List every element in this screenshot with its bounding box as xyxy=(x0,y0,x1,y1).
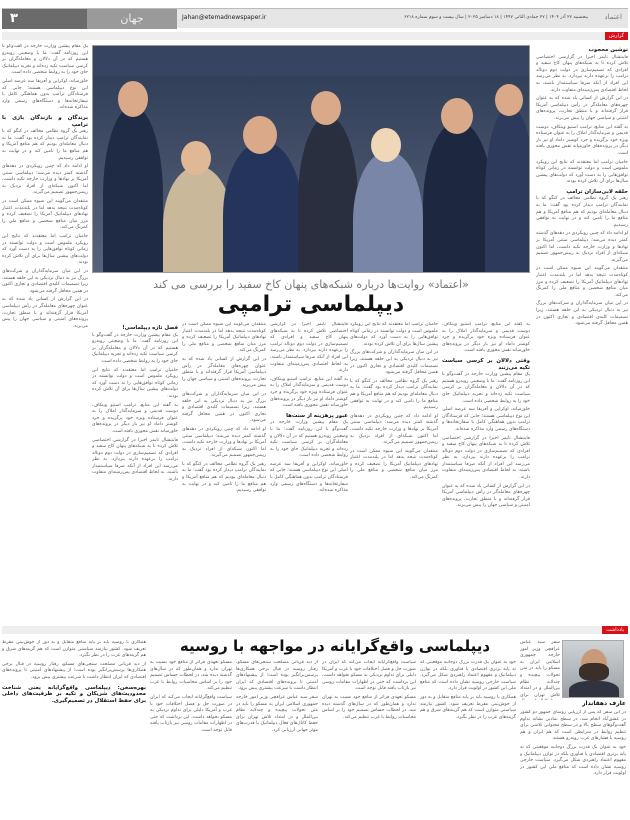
paragraph: در این میان سرمایه‌گذاران و شرکت‌های بزرگ نیز به دنبال نزدیکی به این حلقه هستند، زیرا تصمیمات کلیدی اقتصادی و تجاری اکنون در همین محافل گرفته می‌شود. xyxy=(2,269,88,294)
paragraph: به گفته این منابع، ترامپ استیو ویتکاف، دوست قدیمی و سرمایه‌گذار املاک را به عنوان فرستاده ویژه خود برگزیده و جرد کوشنر داماد او نیز بار دیگر در پرونده‌های خاورمیانه نقش محوری یافته است. xyxy=(270,376,348,409)
paragraph: منتقدان می‌گویند این شیوه ممکن است در کوتاه‌مدت نتیجه بدهد اما در بلندمدت اعتبار نهادهای دیپلماتیک آمریکا را تضعیف کرده و مرز میان منافع شخصی و منافع ملی را کمرنگ می‌کند. xyxy=(2,199,88,231)
paragraph: یک مقام پیشین وزارت خارجه در گفت‌وگو با این روزنامه گفت: ما با وضعیتی روبه‌رو هستیم که در آن دلالان و معامله‌گران بر کرسی سیاست تکیه زده‌اند و تجربه دیپلماتیک جای خود را به روابط شخصی داده است. xyxy=(2,44,88,76)
body-column xyxy=(182,322,266,620)
main-photo xyxy=(92,45,530,273)
paragraph: مسکو تعهدی فراتر از منافع خود نسبت به تهران ندارد و همان‌طور که در سال‌های گذشته دیده شد، در لحظات حساس تصمیم خود را بر اساس محاسبات روابط با غرب تنظیم می‌کند. xyxy=(150,660,232,692)
note-column xyxy=(150,660,232,818)
paragraph: منتقدان می‌گویند این شیوه ممکن است در کوتاه‌مدت نتیجه بدهد اما در بلندمدت اعتبار نهادهای دیپلماتیک آمریکا را تضعیف کرده و مرز میان منافع شخصی و منافع ملی را کمرنگ می‌کند. xyxy=(536,266,628,298)
body-column xyxy=(270,322,348,620)
paragraph: حامیان ترامپ اما معتقدند که نتایج این رویکرد ملموس است و دولت توانسته در زمانی کوتاه توافق‌هایی را به دست آورد که دولت‌های پیشین سال‌ها برای آن تلاش کرده بودند. xyxy=(92,367,178,399)
paragraph: در این سفر که پس از ارزیابی روسای جمهور دو کشور در عشق‌آباد انجام شد، در سطح نمادین نشانه تداوم گفت‌وگوهای سطح بالا و در سطح محتوایی تلاشی برای تنظیم روابط در شرایطی است که هم ایران و هم روسیه با فشارهای غرب روبه‌رو هستند. xyxy=(520,710,626,742)
page-header xyxy=(2,8,628,28)
paragraph: او ادامه داد که چنین رویکردی در دهه‌های گذشته کمتر دیده می‌شد؛ دیپلماسی سنتی آمریکا بر نهادها و وزارت خارجه تکیه داشت، اما اکنون شبکه‌ای از افراد نزدیک به رییس‌جمهور تصمیم می‌گیرند. xyxy=(2,164,88,196)
note-column xyxy=(2,640,146,818)
paragraph: رهبر یک گروه نظامی مخالف در کنگو که با نمایندگان ترامپ دیدار کرده بود گفت: ما به دنبال معامله‌ای بودیم که هم منافع آمریکا و هم منافع ما را تامین کند و در نهایت به توافقی رسیدیم. xyxy=(536,196,628,228)
subhead: وقتی دلالان بر کرسی سیاست تکیه می‌زنند xyxy=(442,357,530,371)
body-column xyxy=(350,322,438,620)
paragraph: حامیان ترامپ اما معتقدند که نتایج این رویکرد ملموس است و دولت توانسته در زمانی کوتاه توافق‌هایی را به دست آورد که دولت‌های پیشین سال‌ها برای آن تلاش کرده بودند. xyxy=(536,159,628,185)
page-number: ۳ xyxy=(2,9,87,29)
paragraph: یک مقام پیشین وزارت خارجه در گفت‌وگو با این روزنامه گفت: ما با وضعیتی روبه‌رو هستیم که در آن دلالان و معامله‌گران بر کرسی سیاست تکیه زده‌اند و تجربه دیپلماتیک جای خود را به روابط شخصی داده است. xyxy=(442,372,530,404)
paragraph: در این گزارش از کسانی یاد شده که به عنوان چهره‌های معامله‌گر در رأس دیپلماسی آمریکا قرار گرفته‌اند و با منطق تجارت، پرونده‌های امنیتی و سیاسی جهان را پیش می‌برند. xyxy=(2,297,88,329)
subhead: برندگان و بازندگان بازی با ترامپ xyxy=(2,114,88,128)
note-label-bar xyxy=(2,626,628,634)
report-label: گزارش xyxy=(605,32,628,40)
paragraph: او ادامه داد که چنین رویکردی در دهه‌های گذشته کمتر دیده می‌شد؛ دیپلماسی سنتی آمریکا بر نهادها و وزارت خارجه تکیه داشت، اما اکنون شبکه‌ای از افراد نزدیک به رییس‌جمهور تصمیم می‌گیرند. xyxy=(182,426,266,459)
paragraph: در این میان سرمایه‌گذاران و شرکت‌های بزرگ نیز به دنبال نزدیکی به این حلقه هستند، زیرا تصمیمات کلیدی اقتصادی و تجاری اکنون در همین محافل گرفته می‌شود. xyxy=(182,391,266,424)
paragraph: حامیان ترامپ اما معتقدند که نتایج این رویکرد ملموس است و دولت توانسته در زمانی کوتاه توافق‌هایی را به دست آورد که دولت‌های پیشین سال‌ها برای آن تلاش کرده بودند. xyxy=(2,234,88,266)
paragraph: خاورمیانه، اوکراین و آفریقا سه عرصه اصلی این نوع دیپلماسی هستند؛ جایی که فرستادگان ترامپ بدون هماهنگی کامل با سفارتخانه‌ها و دستگاه‌های رسمی وارد مذاکره شده‌اند. xyxy=(270,461,348,494)
paragraph: یک مقام پیشین وزارت خارجه در گفت‌وگو با این روزنامه گفت: ما با وضعیتی روبه‌رو هستیم که در آن دلالان و معامله‌گران بر کرسی سیاست تکیه زده‌اند و تجربه دیپلماتیک جای خود را به روابط شخصی داده است. xyxy=(270,420,348,459)
report-label-bar xyxy=(2,32,628,40)
paragraph: فایننشال تایمز اخیرا در گزارشی اختصاصی تلاش کرده تا به شبکه‌های پنهان کاخ سفید و افرادی که تصمیم‌سازی در دولت دوم دونالد ترامپ را برعهده دارند بپردازد. به نظر می‌رسد این افراد از آنکه صرفا سیاستمدار باشند، به لحاظ اقتصادی پس‌زمینه‌ای متفاوت دارند. xyxy=(92,437,178,483)
paragraph: سفر سید عباس عراقچی وزیر امور خارجه جمهوری اسلامی ایران به مسکو را باید در متن تحولات پیچیده و چندلایه نظام بین‌الملل و در امتداد تلاش تهران برای xyxy=(520,640,560,698)
kicker: «اعتماد» روایت‌ها درباره شبکه‌های پنهان کاخ سفید را بررسی می کند xyxy=(153,278,469,291)
paragraph: در این گزارش از کسانی یاد شده که به عنوان چهره‌های معامله‌گر در رأس دیپلماسی آمریکا قرار گرفته‌اند و با منطق تجارت، پرونده‌های امنیتی و سیاسی جهان را پیش می‌برند. xyxy=(442,483,530,509)
note-column xyxy=(236,660,318,818)
subhead: حلقه لابی‌سازان ترامپ xyxy=(566,188,628,195)
paragraph: منتقدان می‌گویند این شیوه ممکن است در کوتاه‌مدت نتیجه بدهد اما در بلندمدت اعتبار نهادهای دیپلماتیک آمریکا را تضعیف کرده و مرز میان منافع شخصی و منافع ملی را کمرنگ می‌کند. xyxy=(350,448,438,481)
closing-paragraph: بهره‌سخن: دیپلماسی واقع‌گرایانه یعنی شناخت محدودیت‌های شریکان و تکیه بر ظرفیت‌های داخلی برای حفظ استقلال در تصمیم‌گیری. xyxy=(2,684,146,704)
paragraph: سیاست واقع‌گرایانه ایجاب می‌کند که ایران در صورت حل و فصل اختلافات خود با غرب و آمریکا دلیلی برای تداوم نزدیکی به مسکو نخواهد داشت، این برداشت که حتی در اظهارات مقامات روسی نیز بازتاب یافته قابل توجه است. xyxy=(150,694,232,733)
subhead: عبور پرهزینه از سنت‌ها xyxy=(286,412,348,419)
body-column xyxy=(92,322,178,620)
paragraph: خاورمیانه، اوکراین و آفریقا سه عرصه اصلی این نوع دیپلماسی هستند؛ جایی که فرستادگان ترامپ بدون هماهنگی کامل با سفارتخانه‌ها و دستگاه‌های رسمی وارد مذاکره شده‌اند. xyxy=(2,78,88,111)
subhead: فصل تازه دیپلماسی! xyxy=(122,325,178,331)
paragraph: در این گزارش از کسانی یاد شده که به عنوان چهره‌های معامله‌گر در رأس دیپلماسی آمریکا قرار گرفته‌اند و با منطق تجارت، پرونده‌های امنیتی و سیاسی جهان را پیش می‌برند. xyxy=(182,356,266,389)
left-column xyxy=(2,44,88,620)
paragraph: حامیان ترامپ اما معتقدند که نتایج این رویکرد ملموس است و دولت توانسته در زمانی کوتاه توافق‌هایی را به دست آورد که دولت‌های پیشین سال‌ها برای آن تلاش کرده بودند. xyxy=(350,322,438,347)
paragraph: رهبر یک گروه نظامی مخالف در کنگو که با نمایندگان ترامپ دیدار کرده بود گفت: ما به دنبال معامله‌ای بودیم که هم منافع آمریکا و هم منافع ما را تامین کند و در نهایت به توافقی رسیدیم. xyxy=(350,378,438,411)
paragraph: همکاری با روسیه باید بر پایه منافع متقابل و به دور از خوش‌بینی مفرط تعریف شود. کشور نیازمند سیاستی متوازن است که هم گزینه‌های شرق و هم گزینه‌های غرب را در نظر بگیرد. xyxy=(2,640,146,659)
date-line: پنجشنبه ۲۷ آذر ۱۴۰۴ | ۲۷ جمادی الثانی ۱۴۴۷ | ۱۸ دسامبر ۲۰۲۵ | سال بیست و سوم شماره ۶۲۱۸ xyxy=(404,15,588,20)
paragraph: او ادامه داد که چنین رویکردی در دهه‌های گذشته کمتر دیده می‌شد؛ دیپلماسی سنتی آمریکا بر نهادها و وزارت خارجه تکیه داشت، اما اکنون شبکه‌ای از افراد نزدیک به رییس‌جمهور تصمیم می‌گیرند. xyxy=(350,413,438,446)
section-name: جهان xyxy=(87,9,177,29)
note-label: یادداشت xyxy=(602,626,628,634)
paragraph: در این میان سرمایه‌گذاران و شرکت‌های بزرگ نیز به دنبال نزدیکی به این حلقه هستند، زیرا تصمیمات کلیدی اقتصادی و تجاری اکنون در همین محافل گرفته می‌شود. xyxy=(536,301,628,327)
paragraph: یک مقام پیشین وزارت خارجه در گفت‌وگو با این روزنامه گفت: ما با وضعیتی روبه‌رو هستیم که در آن دلالان و معامله‌گران بر کرسی سیاست تکیه زده‌اند و تجربه دیپلماتیک جای خود را به روابط شخصی داده است. xyxy=(92,332,178,364)
newspaper-logo: اعتماد xyxy=(604,13,622,21)
paragraph: به گفته این منابع، ترامپ استیو ویتکاف، دوست قدیمی و سرمایه‌گذار املاک را به عنوان فرستاده ویژه خود برگزیده و جرد کوشنر داماد او نیز بار دیگر در پرونده‌های خاورمیانه نقش محوری یافته است. xyxy=(536,124,628,156)
paragraph: به گفته این منابع، ترامپ استیو ویتکاف، دوست قدیمی و سرمایه‌گذار املاک را به عنوان فرستاده ویژه خود برگزیده و جرد کوشنر داماد او نیز بار دیگر در پرونده‌های خاورمیانه نقش محوری یافته است. xyxy=(92,402,178,434)
paragraph: فایننشال تایمز اخیرا در گزارشی اختصاصی تلاش کرده تا به شبکه‌های پنهان کاخ سفید و افرادی که تصمیم‌سازی در دولت دوم دونالد ترامپ را برعهده دارند بپردازد. به نظر می‌رسد این افراد از آنکه صرفا سیاستمدار باشند، به لحاظ اقتصادی پس‌زمینه‌ای متفاوت دارند. xyxy=(536,54,628,93)
paragraph: از دید قربانی مصلحت سنجی‌های مسکو، رفتار روسیه در قبال برخی همکاری‌ها پرسش‌برانگیز بوده است؛ از پیشنهادهای امنیتی تا پرونده‌های اقتصادی که ایران انتظار داشت با سرعت بیشتری پیش برود. xyxy=(2,661,146,680)
right-column xyxy=(536,44,628,620)
section-email[interactable]: Jahan@etemadnewspaper.ir xyxy=(182,14,267,21)
paragraph: از دید قربانی مصلحت سنجی‌های مسکو، رفتار روسیه در قبال برخی همکاری‌ها پرسش‌برانگیز بوده است؛ از پیشنهادهای امنیتی تا پرونده‌های اقتصادی که ایران انتظار داشت با سرعت بیشتری پیش برود. xyxy=(236,660,318,692)
note-column xyxy=(520,710,626,818)
paragraph: رهبر یک گروه نظامی مخالف در کنگو که با نمایندگان ترامپ دیدار کرده بود گفت: ما به دنبال معامله‌ای بودیم که هم منافع آمریکا و هم منافع ما را تامین کند و در نهایت به توافقی رسیدیم. xyxy=(182,461,266,494)
paragraph: خود به عنوان یک قدرت بزرگ دوجانبه موقعیتی که نه پایه برتری اقتصادی یا فناوری بلکه در توازن دیپلماتیک و مفهوم اعتماد راهبردی شکل می‌گیرد. سیاست خارجی روسیه نشان داده است که منافع ملی این کشور در اولویت قرار دارد. xyxy=(420,660,516,692)
paragraph: مسکو تعهدی فراتر از منافع خود نسبت به تهران ندارد و همان‌طور که در سال‌های گذشته دیده شد، در لحظات حساس تصمیم خود را بر اساس محاسبات روابط با غرب تنظیم می‌کند. xyxy=(322,694,416,720)
paragraph: به گفته این منابع، ترامپ استیو ویتکاف، دوست قدیمی و سرمایه‌گذار املاک را به عنوان فرستاده ویژه خود برگزیده و جرد کوشنر داماد او نیز بار دیگر در پرونده‌های خاورمیانه نقش محوری یافته است. xyxy=(442,322,530,354)
note-column xyxy=(420,660,516,818)
paragraph: در این گزارش از کسانی یاد شده که به عنوان چهره‌های معامله‌گر در رأس دیپلماسی آمریکا قرار گرفته‌اند و با منطق تجارت، پرونده‌های امنیتی و سیاسی جهان را پیش می‌برند. xyxy=(536,96,628,121)
main-headline: دیپلماسی ترامپی xyxy=(217,292,405,317)
paragraph: فایننشال تایمز اخیرا در گزارشی اختصاصی تلاش کرده تا به شبکه‌های پنهان کاخ سفید و افرادی که تصمیم‌سازی در دولت دوم دونالد ترامپ را برعهده دارند بپردازد. به نظر می‌رسد این افراد از آنکه صرفا سیاستمدار باشند، به لحاظ اقتصادی پس‌زمینه‌ای متفاوت دارند. xyxy=(442,435,530,481)
paragraph: خود به عنوان یک قدرت بزرگ دوجانبه موقعیتی که نه پایه برتری اقتصادی یا فناوری بلکه در توازن دیپلماتیک و مفهوم اعتماد راهبردی شکل می‌گیرد. سیاست خارجی روسیه نشان داده است که منافع ملی این کشور در اولویت قرار دارد. xyxy=(520,744,626,777)
body-column xyxy=(442,322,530,620)
author-photo xyxy=(562,640,624,698)
paragraph: سیاست واقع‌گرایانه ایجاب می‌کند که ایران در صورت حل و فصل اختلافات خود با غرب و آمریکا دلیلی برای تداوم نزدیکی به مسکو نخواهد داشت، این برداشت که حتی در اظهارات مقامات روسی نیز بازتاب یافته قابل توجه است. xyxy=(322,660,416,692)
paragraph: منتقدان می‌گویند این شیوه ممکن است در کوتاه‌مدت نتیجه بدهد اما در بلندمدت اعتبار نهادهای دیپلماتیک آمریکا را تضعیف کرده و مرز میان منافع شخصی و منافع ملی را کمرنگ می‌کند. xyxy=(182,322,266,354)
note-intro xyxy=(520,640,560,700)
author-name: عارف دهقاندار xyxy=(582,700,626,707)
note-headline: دیپلماسی واقع‌گرایانه در مواجهه با روسیه xyxy=(179,637,491,655)
paragraph: فایننشال تایمز اخیرا در گزارشی اختصاصی تلاش کرده تا به شبکه‌های پنهان کاخ سفید و افرادی که تصمیم‌سازی در دولت دوم دونالد ترامپ را برعهده دارند بپردازد. به نظر می‌رسد این افراد از آنکه صرفا سیاستمدار باشند، به لحاظ اقتصادی پس‌زمینه‌ای متفاوت دارند. xyxy=(270,322,348,374)
paragraph: رهبر یک گروه نظامی مخالف در کنگو که با نمایندگان ترامپ دیدار کرده بود گفت: ما به دنبال معامله‌ای بودیم که هم منافع آمریکا و هم منافع ما را تامین کند و در نهایت به توافقی رسیدیم. xyxy=(2,129,88,161)
paragraph: او ادامه داد که چنین رویکردی در دهه‌های گذشته کمتر دیده می‌شد؛ دیپلماسی سنتی آمریکا بر نهادها و وزارت خارجه تکیه داشت، اما اکنون شبکه‌ای از افراد نزدیک به رییس‌جمهور تصمیم می‌گیرند. xyxy=(536,231,628,263)
paragraph: در این میان سرمایه‌گذاران و شرکت‌های بزرگ نیز به دنبال نزدیکی به این حلقه هستند، زیرا تصمیمات کلیدی اقتصادی و تجاری اکنون در همین محافل گرفته می‌شود. xyxy=(350,350,438,376)
paragraph: همکاری با روسیه باید بر پایه منافع متقابل و به دور از خوش‌بینی مفرط تعریف شود. کشور نیازمند سیاستی متوازن است که هم گزینه‌های شرق و هم گزینه‌های غرب را در نظر بگیرد. xyxy=(420,694,516,720)
note-column xyxy=(322,660,416,818)
paragraph: سفر سید عباس عراقچی وزیر امور خارجه جمهوری اسلامی ایران به مسکو را باید در متن تحولات پیچیده و چندلایه نظام بین‌الملل و در امتداد تلاش تهران برای حفظ کانال‌های فعال دیپلماتیک با قدرت‌های موثر جهانی ارزیابی کرد. xyxy=(236,694,318,733)
paragraph: خاورمیانه، اوکراین و آفریقا سه عرصه اصلی این نوع دیپلماسی هستند؛ جایی که فرستادگان ترامپ بدون هماهنگی کامل با سفارتخانه‌ها و دستگاه‌های رسمی وارد مذاکره شده‌اند. xyxy=(442,407,530,432)
author-byline: نوشین محجوب xyxy=(588,47,628,53)
